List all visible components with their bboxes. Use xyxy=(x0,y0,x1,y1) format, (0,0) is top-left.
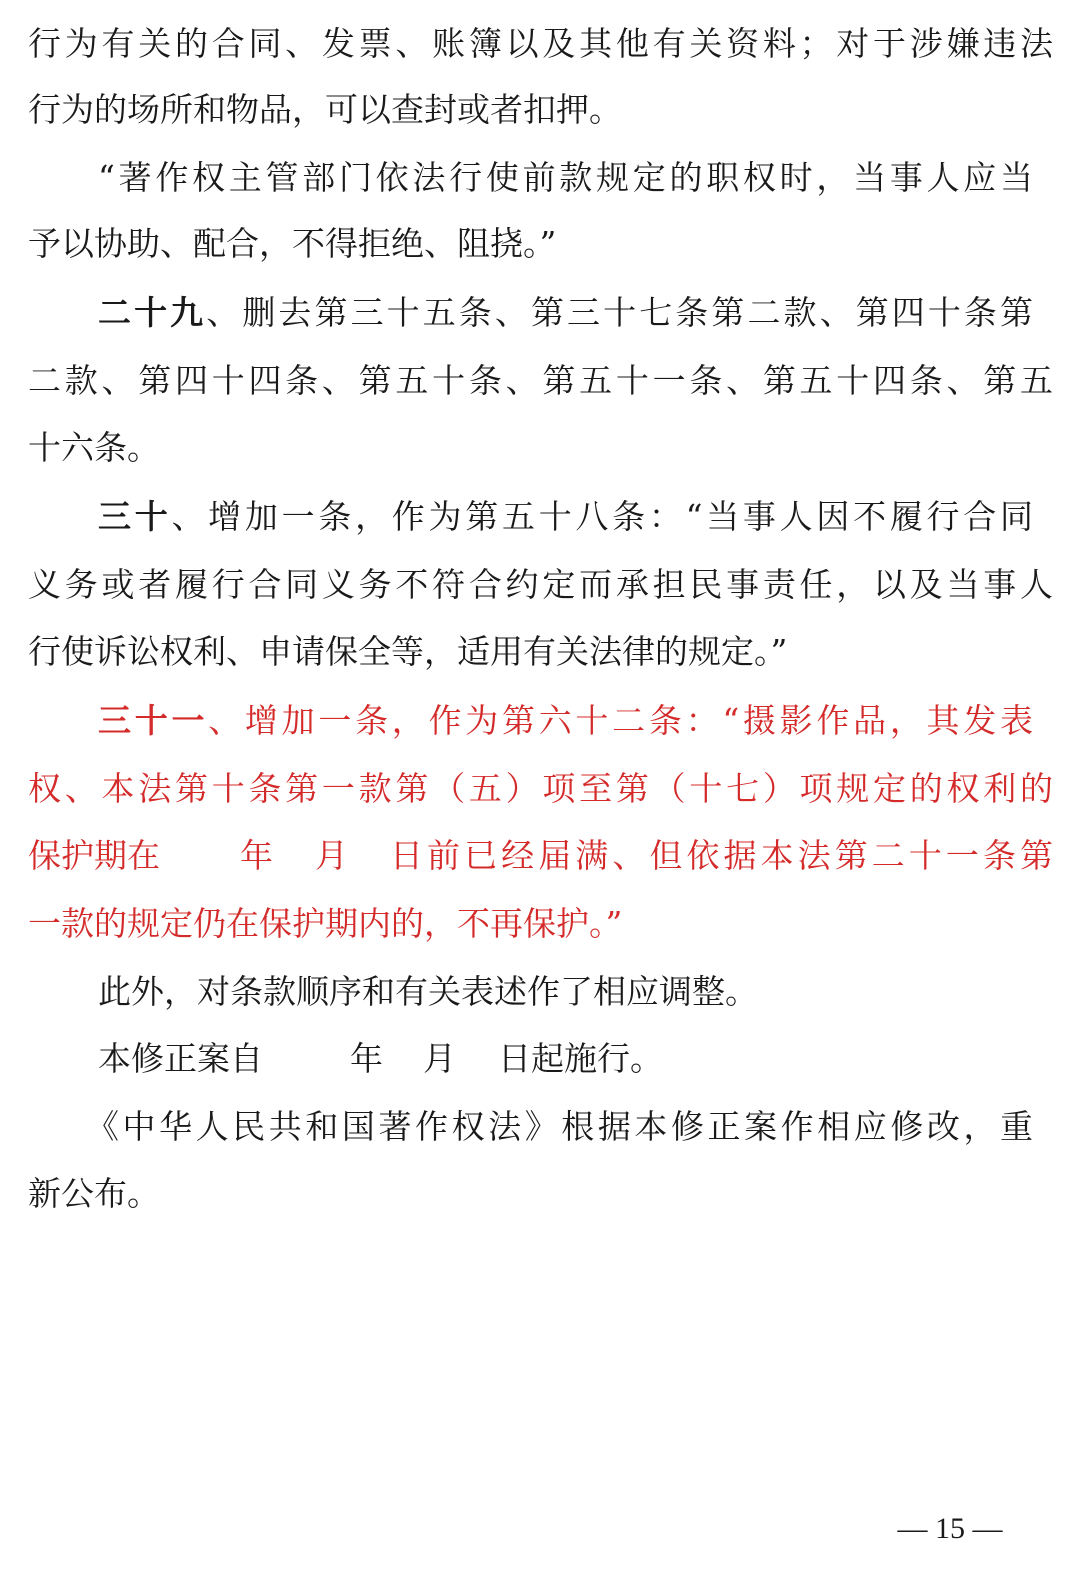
item-31-number: 三十一 xyxy=(98,701,209,740)
item-31-text: 、增加一条，作为第六十二条：“摄影作品，其发表 xyxy=(208,701,1033,740)
item-29-line: 二款、第四十四条、第五十条、第五十一条、第五十四条、第五 xyxy=(28,361,1053,400)
page-number: — 15 — xyxy=(897,1512,1003,1545)
item-31-heading xyxy=(98,687,1033,755)
item-30-line: 义务或者履行合同义务不符合约定而承担民事责任，以及当事人 xyxy=(28,565,1053,604)
republish-line: 新公布。 xyxy=(28,1174,160,1213)
body-text-line: 行为有关的合同、发票、账簿以及其他有关资料；对于涉嫌违法 xyxy=(28,24,1053,63)
item-31-text: 日前已经届满、但依据本法第二十一条第 xyxy=(390,836,1053,875)
body-text-line: 行为的场所和物品，可以查封或者扣押。 xyxy=(28,90,622,129)
item-31-line xyxy=(28,822,1053,890)
item-30-line: 行使诉讼权利、申请保全等，适用有关法律的规定。” xyxy=(28,632,788,671)
item-31-blank-year: 年 xyxy=(240,836,273,875)
effective-blank-month: 月 xyxy=(423,1039,456,1078)
republish-line: 《中华人民共和国著作权法》根据本修正案作相应修改，重 xyxy=(86,1107,1033,1146)
item-29-heading xyxy=(98,279,1033,347)
effective-blank-year: 年 xyxy=(350,1039,383,1078)
item-30-text: 、增加一条，作为第五十八条：“当事人因不履行合同 xyxy=(171,497,1033,536)
item-31-blank-month: 月 xyxy=(315,836,348,875)
item-31-text: 保护期在 xyxy=(28,836,160,875)
body-text-line: 予以协助、配合，不得拒绝、阻挠。” xyxy=(28,224,557,263)
item-29-text: 、删去第三十五条、第三十七条第二款、第四十条第 xyxy=(206,293,1033,332)
item-29-line: 十六条。 xyxy=(28,428,160,467)
item-30-number: 三十 xyxy=(98,497,172,536)
item-29-number: 二十九 xyxy=(98,293,207,332)
body-text-line: “著作权主管部门依法行使前款规定的职权时，当事人应当 xyxy=(98,158,1033,197)
item-31-line: 一款的规定仍在保护期内的，不再保护。” xyxy=(28,904,623,943)
item-30-heading xyxy=(98,483,1033,551)
closing-adjustment: 此外，对条款顺序和有关表述作了相应调整。 xyxy=(98,972,758,1011)
effective-date xyxy=(98,1025,1080,1093)
effective-text: 本修正案自 xyxy=(98,1039,263,1078)
effective-text: 日起施行。 xyxy=(498,1039,663,1078)
item-31-line: 权、本法第十条第一款第（五）项至第（十七）项规定的权利的 xyxy=(28,769,1053,808)
